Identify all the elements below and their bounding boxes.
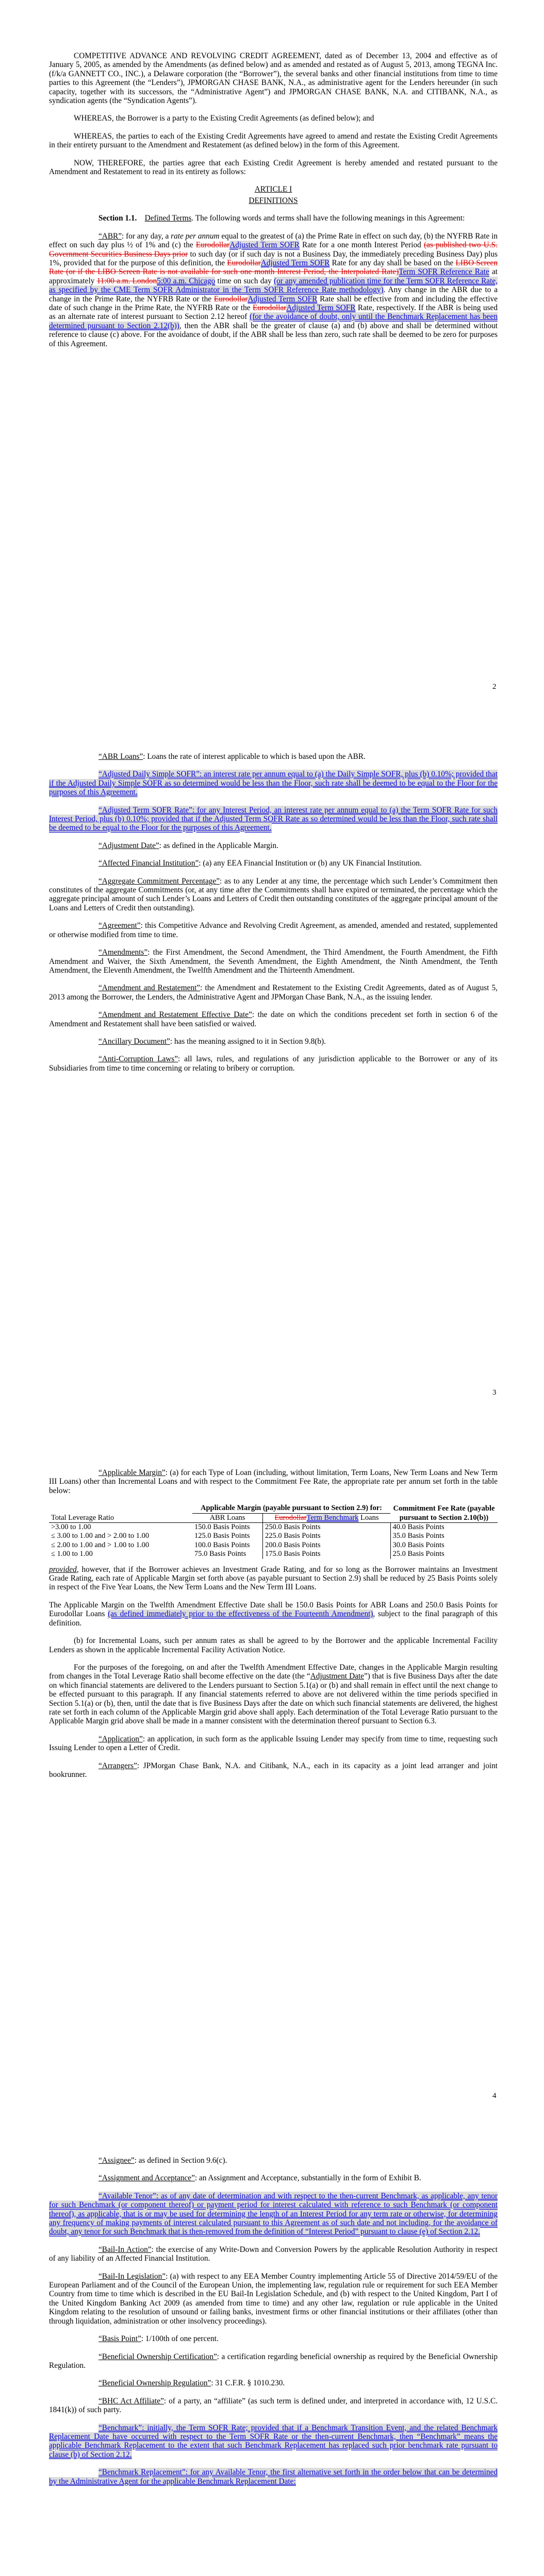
page-3 — [0, 1406, 544, 2102]
col-header-term: EurodollarTerm Benchmark Loans — [263, 1513, 391, 1522]
assignee-definition: “Assignee”: as defined in Section 9.6(c). — [98, 2156, 227, 2165]
whereas-paragraph-2: WHEREAS, the parties to each of the Existing Credit Agreements have agreed to amend and restate the Existing Credit Agreements in their entirety pursuant to the Amendment and Restatement (as defined below) in the form of this Agreement. — [49, 131, 498, 150]
cell-ratio: ≤ 3.00 to 1.00 and > 2.00 to 1.00 — [51, 1532, 150, 1540]
ancillary-document-definition: “Ancillary Document”: has the meaning assigned to it in Section 9.8(b). — [98, 1037, 326, 1046]
col-header-margin: Applicable Margin (payable pursuant to Section 2.9) for: — [200, 1504, 383, 1513]
intro-paragraph: COMPETITIVE ADVANCE AND REVOLVING CREDIT AGREEMENT, dated as of December 13, 2004 and effective as of January 5, 2005, as amended by the Amendments (as defined below) and as amended and restated as of August 5, 2013, among TEGNA Inc. (f/k/a GANNETT CO., INC.), a Delaware corporation (the “Borrower”), the several banks and other financial institutions from time to time parties to this Agreement (the “Lenders”), JPMORGAN CHASE BANK, N.A., as administrative agent for the Lenders hereunder (in such capacity, together with its successors, the “Administrative Agent”) and JPMORGAN CHASE BANK, N.A. and CITIBANK, N.A., as syndication agents (the “Syndication Agents”). — [49, 52, 498, 106]
application-definition: “Application”: an application, in such form as the applicable Issuing Lender may specify from time to time, requesting such Issuing Lender to open a Letter of Credit. — [49, 1734, 498, 1753]
page-4 — [0, 2110, 544, 2576]
beneficial-ownership-regulation-definition: “Beneficial Ownership Regulation”: 31 C.F.R. § 1010.230. — [98, 2379, 285, 2388]
cell-ratio: ≤ 1.00 to 1.00 — [51, 1550, 93, 1558]
benchmark-replacement-definition: “Benchmark Replacement”: for any Available Tenor, the first alternative set forth in the order below that can be determined by the Administrative Agent for the applicable Benchmark Replacement Date: — [49, 2468, 498, 2486]
table-row — [49, 1541, 498, 1550]
cell-term: 175.0 Basis Points — [263, 1550, 391, 1558]
whereas-paragraph-1: WHEREAS, the Borrower is a party to the Existing Credit Agreements (as defined below); and — [74, 114, 374, 123]
cell-abr: 150.0 Basis Points — [192, 1523, 263, 1532]
adjustment-paragraph: For the purposes of the foregoing, on and after the Twelfth Amendment Effective Date, changes in the Applicable Margin resulting from changes in the Total Leverage Ratio shall become effective on the date (the “Adjustment Date”) that is five Business Days after the date on which financial statements are delivered to the Lenders pursuant to Section 5.1(a) or (b) and shall remain in effect until the next change to be effected pursuant to this paragraph. If any financial statements referred to above are not delivered within the time periods specified in Section 5.1(a) or (b), then, until the date that is five Business Days after the date on which such financial statements are delivered, the highest rate set forth in each column of the Applicable Margin grid above shall apply. Each determination of the Total Leverage Ratio pursuant to the Applicable Margin grid above shall be made in a manner consistent with the determination thereof pursuant to Section 6.3. — [49, 1663, 498, 1726]
abr-loans-definition: “ABR Loans”: Loans the rate of interest applicable to which is based upon the ABR. — [98, 752, 366, 761]
abr-definition: “ABR”: for any day, a rate per annum equal to the greatest of (a) the Prime Rate in effect on such day, (b) the NYFRB Rate in effect on such day plus ½ of 1% and (c) the EurodollarAdjusted Term SOFR Rate for a one month Interest Period (as published two U.S. Government Securities Business Days prior to such day (or if such day is not a Business Day, the immediately preceding Business Day) plus 1%, provided that for the purpose of this definition, the EurodollarAdjusted Term SOFR Rate for any day shall be based on the LIBO Screen Rate (or if the LIBO Screen Rate is not available for such one month Interest Period, the Interpolated Rate)Term SOFR Reference Rate at approximately 11:00 a.m. London5:00 a.m. Chicago time on such day (or any amended publication time for the Term SOFR Reference Rate, as specified by the CME Term SOFR Administrator in the Term SOFR Reference Rate methodology). Any change in the ABR due to a change in the Prime Rate, the NYFRB Rate or the EurodollarAdjusted Term SOFR Rate shall be effective from and including the effective date of such change in the Prime Rate, the NYFRB Rate or the EurodollarAdjusted Term SOFR Rate, respectively. If the ABR is being used as an alternate rate of interest pursuant to Section 2.12 hereof (for the avoidance of doubt, only until the Benchmark Replacement has been determined pursuant to Section 2.12(b)), then the ABR shall be the greater of clause (a) and (b) above and shall be determined without reference to clause (c) above. For the avoidance of doubt, if the ABR shall be less than zero, such rate shall be deemed to be zero for purposes of this Agreement. — [49, 231, 498, 348]
definitions-heading: DEFINITIONS — [249, 196, 298, 205]
table-row — [49, 1532, 498, 1540]
amendment-and-restatement-definition: “Amendment and Restatement”: the Amendment and Restatement to the Existing Credit Agreements, dated as of August 5, 2013 among the Borrower, the Lenders, the Administrative Agent and JPMorgan Chase Bank, N.A., as the issuing lender. — [49, 984, 498, 1002]
beneficial-ownership-certification-definition: “Beneficial Ownership Certification”: a certification regarding beneficial ownership as required by the Beneficial Ownership Regulation. — [49, 2352, 498, 2370]
table-row — [49, 1550, 498, 1558]
amendment-restatement-effective-date-definition: “Amendment and Restatement Effective Date”: the date on which the conditions precedent set forth in section 6 of the Amendment and Restatement shall have been satisfied or waived. — [49, 1010, 498, 1028]
applicable-margin-table — [49, 1504, 498, 1558]
page-number: 2 — [492, 683, 497, 691]
amendments-definition: “Amendments”: the First Amendment, the Second Amendment, the Third Amendment, the Fourth Amendment, the Fifth Amendment and Waiver, the Sixth Amendment, the Seventh Amendment, the Eighth Amendment, the Ninth Amendment, the Tenth Amendment, the Eleventh Amendment, the Twelfth Amendment and the Thirteenth Amendment. — [49, 948, 498, 975]
cell-abr: 100.0 Basis Points — [194, 1540, 250, 1549]
affected-financial-institution-definition: “Affected Financial Institution”: (a) any EEA Financial Institution or (b) any UK Financial Institution. — [98, 859, 422, 868]
available-tenor-definition: “Available Tenor”: as of any date of determination and with respect to the then-current Benchmark, as applicable, any tenor for such Benchmark (or component thereof) or payment period for interest calculated with reference to such Benchmark (or component thereof), as applicable, that is or may be used for determining the length of an Interest Period for any term rate or otherwise, for determining any frequency of making payments of interest calculated pursuant to this Agreement as of such date and not including, for the avoidance of doubt, any tenor for such Benchmark that is then-removed from the definition of “Interest Period” pursuant to clause (e) of Section 2.12. — [49, 2191, 498, 2236]
anti-corruption-laws-definition: “Anti-Corruption Laws”: all laws, rules, and regulations of any jurisdiction applicable to the Borrower or any of its Subsidiaries from time to time concerning or relating to bribery or corruption. — [49, 1055, 498, 1073]
cell-fee: 30.0 Basis Points — [390, 1541, 498, 1550]
cell-abr: 75.0 Basis Points — [194, 1550, 246, 1558]
cell-fee: 40.0 Basis Points — [390, 1523, 498, 1532]
benchmark-definition: “Benchmark”: initially, the Term SOFR Rate; provided that if a Benchmark Transition Event, and the related Benchmark Replacement Date have occurred with respect to the Term SOFR Rate or the then-current Benchmark, then “Benchmark” means the applicable Benchmark Replacement to the extent that such Benchmark Replacement has replaced such prior benchmark rate pursuant to clause (b) of Section 2.12. — [49, 2423, 498, 2459]
table-row — [49, 1523, 498, 1532]
col-header-ratio: Total Leverage Ratio — [51, 1513, 114, 1522]
cell-term: 250.0 Basis Points — [263, 1523, 391, 1532]
page-number: 3 — [492, 1388, 497, 1397]
cell-term: 200.0 Basis Points — [263, 1541, 391, 1550]
page-number: 4 — [492, 2092, 497, 2100]
page-1 — [0, 0, 544, 696]
bail-in-legislation-definition: “Bail-In Legislation”: (a) with respect to any EEA Member Country implementing Article 55 of Directive 2014/59/EU of the European Parliament and of the Council of the European Union, the implementing law, regulation rule or requirement for such EEA Member Country from time to time which is described in the EU Bail-In Legislation Schedule, and (b) with respect to the United Kingdom, Part I of the United Kingdom Banking Act 2009 (as amended from time to time) and any other law, regulation or rule applicable in the United Kingdom relating to the resolution of unsound or failing banks, investment firms or other financial institutions or their affiliates (other than through liquidation, administration or other insolvency proceedings). — [49, 2272, 498, 2326]
incremental-loans-paragraph: (b) for Incremental Loans, such per annum rates as shall be agreed to by the Borrower and the applicable Incremental Facility Lenders as shown in the applicable Incremental Facility Activation Notice. — [49, 1636, 498, 1654]
page-2 — [0, 703, 544, 1399]
arrangers-definition: “Arrangers”: JPMorgan Chase Bank, N.A. and Citibank, N.A., each in its capacity as a joint lead arranger and joint bookrunner. — [49, 1761, 498, 1779]
proviso-paragraph: provided, however, that if the Borrower achieves an Investment Grade Rating, and for so long as the Borrower maintains an Investment Grade Rating, each rate of Applicable Margin set forth above (as payable pursuant to Section 2.9) shall be reduced by 25 Basis Points solely in respect of the Five Year Loans, the New Term Loans and the New Term III Loans. — [49, 1565, 498, 1592]
col-header-fee: Commitment Fee Rate (payable pursuant to Section 2.10(b)) — [393, 1504, 495, 1522]
cell-abr: 125.0 Basis Points — [194, 1532, 250, 1540]
cell-fee: 25.0 Basis Points — [390, 1550, 498, 1558]
article-heading: ARTICLE I — [254, 185, 292, 194]
cell-fee: 35.0 Basis Points — [390, 1532, 498, 1540]
cell-ratio: >3.00 to 1.00 — [49, 1523, 192, 1532]
basis-point-definition: “Basis Point”: 1/100th of one percent. — [98, 2334, 219, 2344]
aggregate-commitment-percentage-definition: “Aggregate Commitment Percentage”: as to any Lender at any time, the percentage which such Lender’s Commitment then constitutes of the aggregate Commitments (or, at any time after the Commitments shall have expired or terminated, the percentage which the aggregate principal amount of such Lender’s Loans and Letters of Credit then outstanding constitutes of the aggregate principal amount of the Loans and Letters of Credit then outstanding). — [49, 876, 498, 912]
adjusted-daily-simple-sofr-definition: “Adjusted Daily Simple SOFR”: an interest rate per annum equal to (a) the Daily Simple SOFR, plus (b) 0.10%; provided that if the Adjusted Daily Simple SOFR as so determined would be less than the Floor, such rate shall be deemed to be equal to the Floor for the purposes of this Agreement. — [49, 770, 498, 797]
adjusted-term-sofr-rate-definition: “Adjusted Term SOFR Rate”: for any Interest Period, an interest rate per annum equal to (a) the Term SOFR Rate for such Interest Period, plus (b) 0.10%; provided that if the Adjusted Term SOFR Rate as so determined would be less than the Floor, such rate shall be deemed to be equal to the Floor for the purposes of this Agreement. — [49, 805, 498, 833]
twelfth-amendment-margin-paragraph: The Applicable Margin on the Twelfth Amendment Effective Date shall be 150.0 Basis Points for ABR Loans and 250.0 Basis Points for Eurodollar Loans (as defined immediately prior to the effectiveness of the Fourteenth Amendment), subject to the final paragraph of this definition. — [49, 1600, 498, 1628]
section-1-1-intro: Section 1.1. Defined Terms. The following words and terms shall have the following meanings in this Agreement: — [98, 214, 465, 223]
adjustment-date-definition: “Adjustment Date”: as defined in the Applicable Margin. — [98, 841, 278, 850]
bhc-act-affiliate-definition: “BHC Act Affiliate”: of a party, an “affiliate” (as such term is defined under, and interpreted in accordance with, 12 U.S.C. 1841(k)) of such party. — [49, 2396, 498, 2415]
applicable-margin-definition: “Applicable Margin”: (a) for each Type of Loan (including, without limitation, Term Loans, New Term Loans and New Term III Loans) other than Incremental Loans and with respect to the Commitment Fee Rate, the appropriate rate per annum set forth in the table below: — [49, 1468, 498, 1495]
bail-in-action-definition: “Bail-In Action”: the exercise of any Write-Down and Conversion Powers by the applicable Resolution Authority in respect of any liability of an Affected Financial Institution. — [49, 2245, 498, 2263]
cell-ratio: ≤ 2.00 to 1.00 and > 1.00 to 1.00 — [51, 1540, 150, 1549]
assignment-and-acceptance-definition: “Assignment and Acceptance”: an Assignment and Acceptance, substantially in the form of Exhibit B. — [98, 2174, 421, 2183]
now-therefore-paragraph: NOW, THEREFORE, the parties agree that each Existing Credit Agreement is hereby amended and restated pursuant to the Amendment and Restatement to read in its entirety as follows: — [49, 158, 498, 177]
col-header-abr: ABR Loans — [192, 1513, 263, 1522]
agreement-definition: “Agreement”: this Competitive Advance and Revolving Credit Agreement, as amended, amended and restated, supplemented or otherwise modified from time to time. — [49, 921, 498, 939]
cell-term: 225.0 Basis Points — [263, 1532, 391, 1540]
